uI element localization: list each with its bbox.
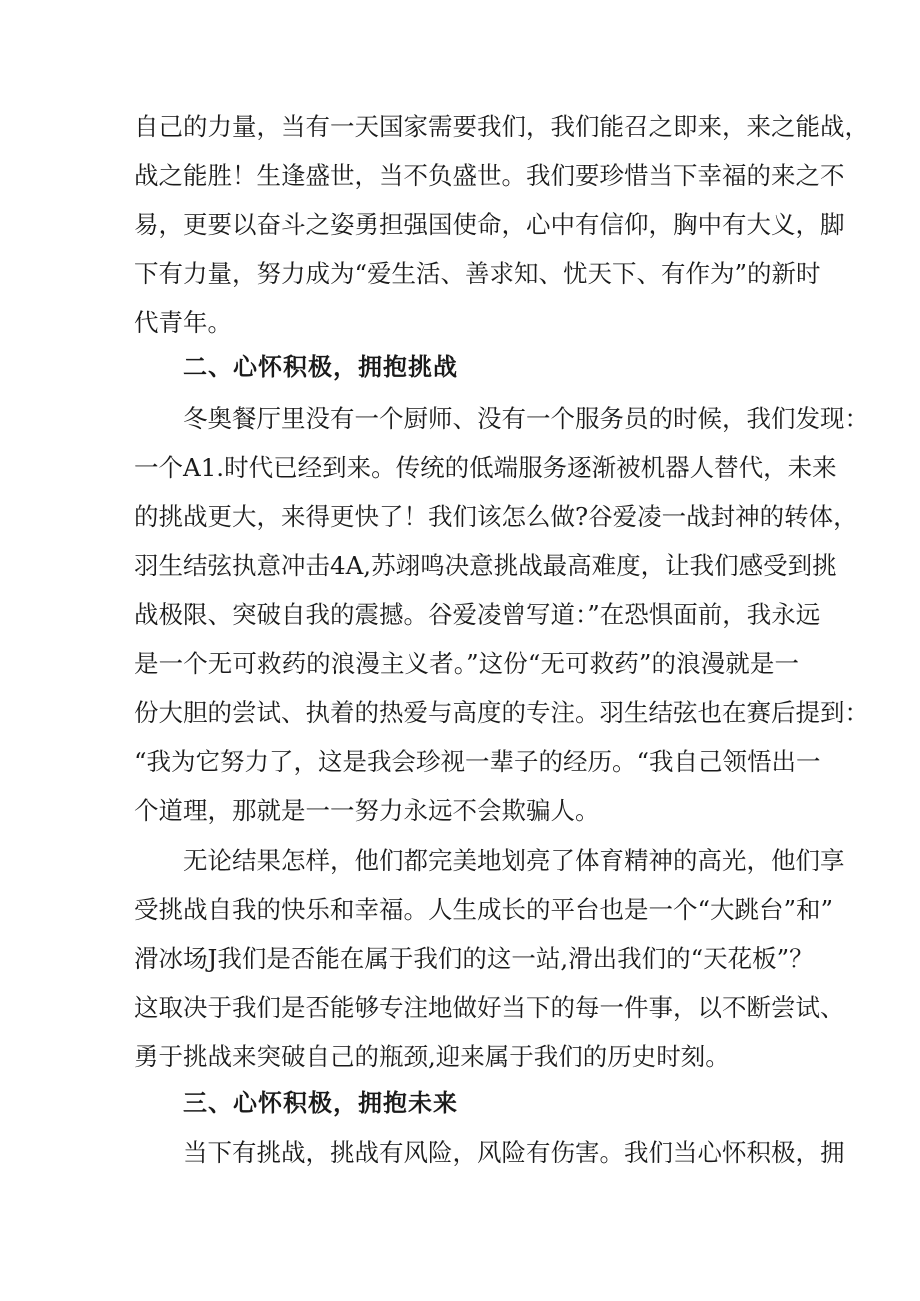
paragraph-line: 一个A1.时代已经到来。传统的低端服务逐渐被机器人替代，未来 [134,453,837,482]
paragraph-line: 羽生结弦执意冲击4A,苏翊鸣决意挑战最高难度，让我们感受到挑 [134,551,837,580]
paragraph-line: 下有力量，努力成为“爱生活、善求知、忧天下、有作为”的新时 [134,259,821,288]
paragraph-line: 代青年。 [134,308,232,337]
section-heading: 三、心怀积极，拥抱未来 [183,1089,458,1117]
paragraph-line: 冬奥餐厅里没有一个厨师、没有一个服务员的时候，我们发现： [183,404,869,433]
paragraph-line: 这取决于我们是否能够专注地做好当下的每一件事，以不断尝试、 [134,993,845,1022]
paragraph-line: 勇于挑战来突破自己的瓶颈,迎来属于我们的历史时刻。 [134,1042,730,1071]
paragraph-line: 是一个无可救药的浪漫主义者。”这份“无可救药”的浪漫就是一 [134,649,799,678]
paragraph-line: 的挑战更大，来得更快了！我们该怎么做?谷爱凌一战封神的转体， [134,502,858,531]
paragraph-line: 受挑战自我的快乐和幸福。人生成长的平台也是一个“大跳台”和” [134,895,834,924]
paragraph-line: “我为它努力了，这是我会珍视一辈子的经历。“我自己领悟出一 [134,747,821,776]
paragraph-line: 易，更要以奋斗之姿勇担强国使命，心中有信仰，胸中有大义，脚 [134,210,845,239]
paragraph-line: 滑冰场J我们是否能在属于我们的这一站,滑出我们的“天花板”？ [134,944,814,973]
paragraph-line: 当下有挑战，挑战有风险，风险有伤害。我们当心怀积极，拥 [183,1138,845,1167]
paragraph-line: 自己的力量，当有一天国家需要我们，我们能召之即来，来之能战， [134,112,869,141]
section-heading: 二、心怀积极，拥抱挑战 [183,353,458,381]
paragraph-line: 无论结果怎样，他们都完美地划亮了体育精神的高光，他们享 [183,846,845,875]
paragraph-line: 个道理，那就是一一努力永远不会欺骗人。 [134,796,600,825]
paragraph-line: 战极限、突破自我的震撼。谷爱凌曾写道：”在恐惧面前，我永远 [134,600,821,629]
paragraph-line: 战之能胜！生逢盛世，当不负盛世。我们要珍惜当下幸福的来之不 [134,161,845,190]
paragraph-line: 份大胆的尝试、执着的热爱与高度的专注。羽生结弦也在赛后提到： [134,698,869,727]
